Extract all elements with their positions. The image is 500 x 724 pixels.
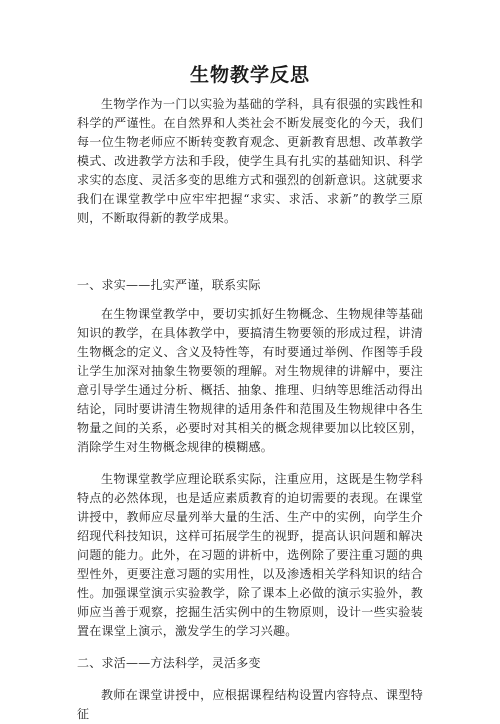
section-1-heading: 一、求实——扎实严谨，联系实际 xyxy=(77,278,261,292)
spacer xyxy=(77,641,423,654)
section-1-paragraph-1: 在生物课堂教学中，要切实抓好生物概念、生物规律等基础知识的教学，在具体教学中，要搞清生物要领的形成过程，讲清生物概念的定义、含义及特性等，有时要通过举例、作图等手段让学生加深对抽象生物要领的理解。对生物规律的讲解中，要注意引导学生通过分析、概括、抽象、推理、归纳等思维活动得出结论，同时要讲清生物规律的适用条件和范围及生物规律中各生物量之间的关系，必要时对其相关的概念规律要加以比较区别，消除学生对生物概念规律的模糊感。 xyxy=(77,307,423,454)
section-2-paragraph-1: 教师在课堂讲授中，应根据课程结构设置内容特点、课型特征 xyxy=(77,688,423,721)
section-1-paragraph-2: 生物课堂教学应理论联系实际，注重应用，这既是生物学科特点的必然体现，也是适应素质教育的迫切需要的表现。在课堂讲授中，教师应尽量列举大量的生活、生产中的实例，向学生介绍现代科技知识，这样可拓展学生的视野，提高认识问题和解决问题的能力。此外，在习题的讲析中，选例除了要注重习题的典型性外，更要注意习题的实用性，以及渗透相关学科知识的结合性。加强课堂演示实验教学，除了课本上必做的演示实验外，教师应当善于观察，挖掘生活实例中的生物原则，设计一些实验装置在课堂上演示，激发学生的学习兴趣。 xyxy=(77,472,423,638)
spacer xyxy=(77,673,423,686)
spacer xyxy=(77,295,423,305)
document-title: 生物教学反思 xyxy=(189,64,310,86)
spacer xyxy=(77,228,423,276)
section-2-heading: 二、求活——方法科学，灵活多变 xyxy=(77,656,261,670)
document-body xyxy=(77,95,423,724)
spacer xyxy=(77,457,423,470)
intro-paragraph: 生物学作为一门以实验为基础的学科，具有很强的实践性和科学的严谨性。在自然界和人类社会不断发展变化的今天，我们每一位生物老师应不断转变教育观念、更新教育思想、改革教学模式、改进教学方法和手段，使学生具有扎实的基础知识、科学求实的态度、灵活多变的思维方式和强烈的创新意识。这就要求我们在课堂教学中应牢牢把握“求实、求活、求新”的教学三原则，不断取得新的教学成果。 xyxy=(77,97,423,225)
